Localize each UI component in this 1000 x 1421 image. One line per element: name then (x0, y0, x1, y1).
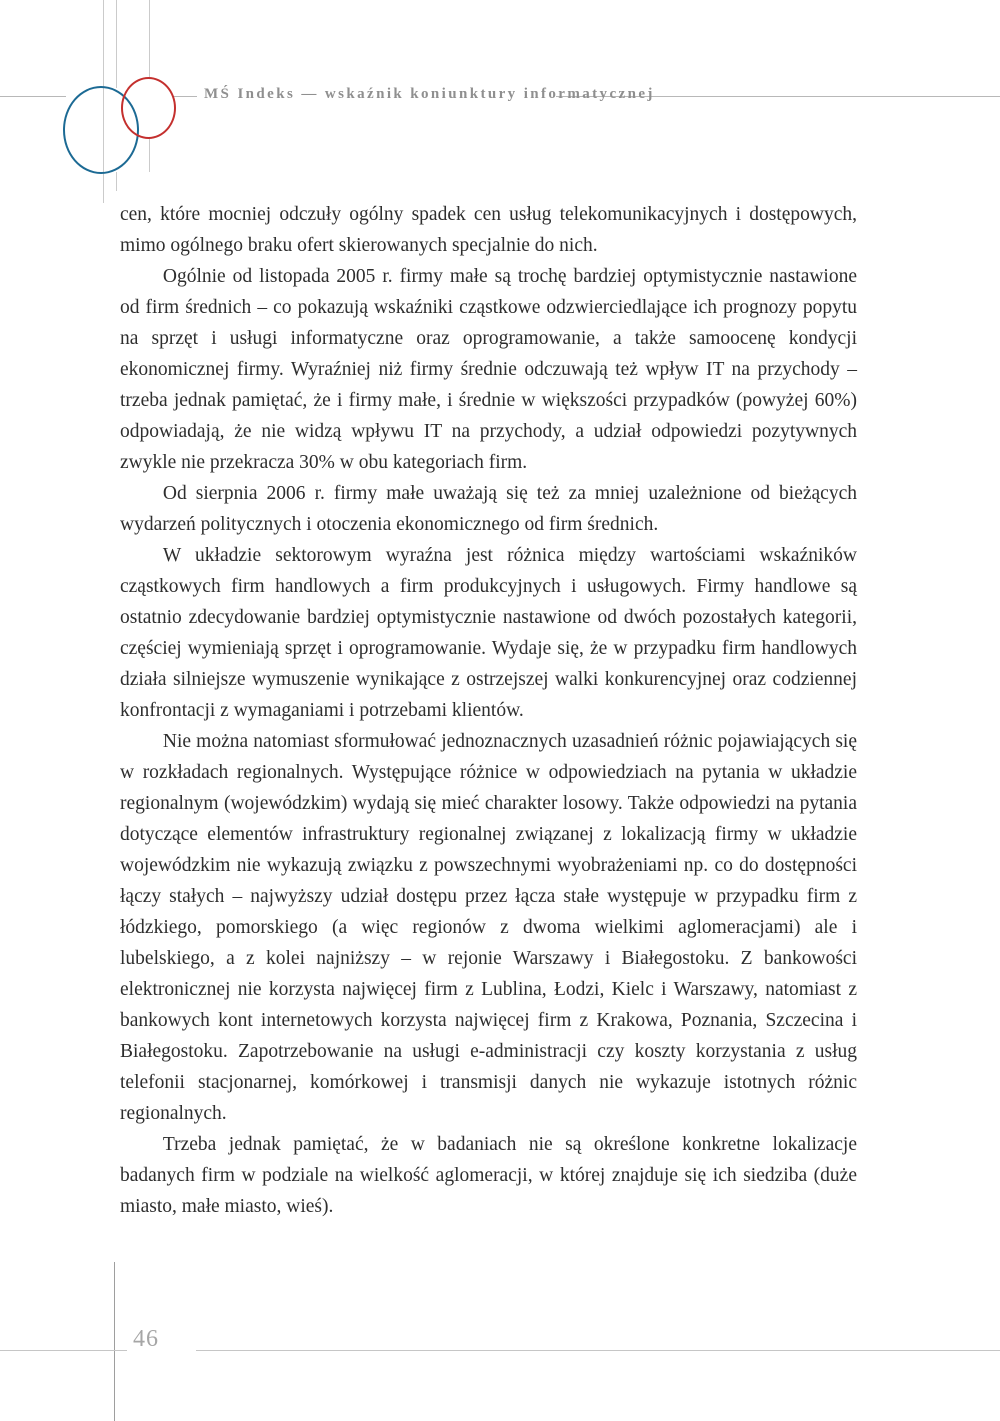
vertical-guide-line (149, 138, 150, 172)
paragraph: Od sierpnia 2006 r. firmy małe uważają się też za mniej uzależnione od bieżących wydarzeń politycznych i otoczenia ekonomicznego od firm średnich. (120, 483, 857, 535)
vertical-guide-line-bottom (114, 1262, 115, 1421)
header-rule-middle (172, 96, 197, 97)
paragraph: Trzeba jednak pamiętać, że w badaniach nie są określone konkretne lokalizacje badanych firm w podziale na wielkość aglomeracji, w której znajduje się ich siedziba (duże miasto, małe miasto, wieś). (120, 1134, 857, 1217)
running-header-title: MŚ Indeks — wskaźnik koniunktury informatycznej (204, 86, 655, 102)
vertical-guide-line (149, 0, 150, 79)
paragraph: W układzie sektorowym wyraźna jest różnica między wartościami wskaźników cząstkowych firm handlowych a firm produkcyjnych i usługowych. Firmy handlowe są ostatnio zdecydowanie bardziej optymistycznie nastawione od dwóch pozostałych kategorii, częściej wymieniają sprzęt i oprogramowanie. Wydaje się, że w przypadku firm handlowych działa silniejsze wymuszenie wynikające z ostrzejszej walki konkurencyjnej oraz codziennej konfrontacji z wymaganiami i potrzebami klientów. (120, 545, 857, 721)
logo-red-circle-icon (121, 77, 176, 139)
paragraph: Ogólnie od listopada 2005 r. firmy małe są trochę bardziej optymistycznie nastawione od firm średnich – co pokazują wskaźniki cząstkowe odzwierciedlające ich prognozy popytu na sprzęt i usługi informatyczne oraz oprogramowanie, a także samoocenę kondycji ekonomicznej firmy. Wyraźniej niż firmy średnie odczuwają też wpływ IT na przychody – trzeba jednak pamiętać, że i firmy małe, i średnie w większości przypadków (powyżej 60%) odpowiadają, że nie widzą wpływu IT na przychody, a udział odpowiedzi pozytywnych zwykle nie przekracza 30% w obu kategoriach firm. (120, 266, 857, 473)
paragraph: cen, które mocniej odczuły ogólny spadek cen usług telekomunikacyjnych i dostępowych, mimo ogólnego braku ofert skierowanych specjalnie do nich. (120, 204, 857, 256)
paragraph: Nie można natomiast sformułować jednoznacznych uzasadnień różnic pojawiających się w rozkładach regionalnych. Występujące różnice w odpowiedziach na pytania w układzie regionalnym (wojewódzkim) wydają się mieć charakter losowy. Także odpowiedzi na pytania dotyczące elementów infrastruktury regionalnej związanej z lokalizacją firmy w układzie wojewódzkim nie wykazują związku z powszechnymi wyobrażeniami np. co do dostępności łączy stałych – najwyższy udział dostępu przez łącza stałe występuje w przypadku firm z łódzkiego, pomorskiego (a więc regionów z dwoma wielkimi aglomeracjami) ale i lubelskiego, a z kolei najniższy – w rejonie Warszawy i Białegostoku. Z bankowości elektronicznej nie korzysta najwięcej firm z Lublina, Łodzi, Kielc i Warszawy, natomiast z bankowych kont internetowych korzysta najwięcej firm z Krakowa, Poznania, Szczecina i Białegostoku. Zapotrzebowanie na usługi e-administracji czy koszty korzystania z usług telefonii stacjonarnej, komórkowej i transmisji danych nie wykazuje istotnych różnic regionalnych. (120, 731, 857, 1124)
footer-rule-right (196, 1350, 1000, 1351)
header-rule-left (0, 96, 66, 97)
page-number: 46 (133, 1326, 159, 1352)
article-body (120, 199, 857, 1222)
vertical-guide-line (116, 172, 117, 191)
footer-rule-left (0, 1350, 127, 1351)
vertical-guide-line (116, 0, 117, 88)
